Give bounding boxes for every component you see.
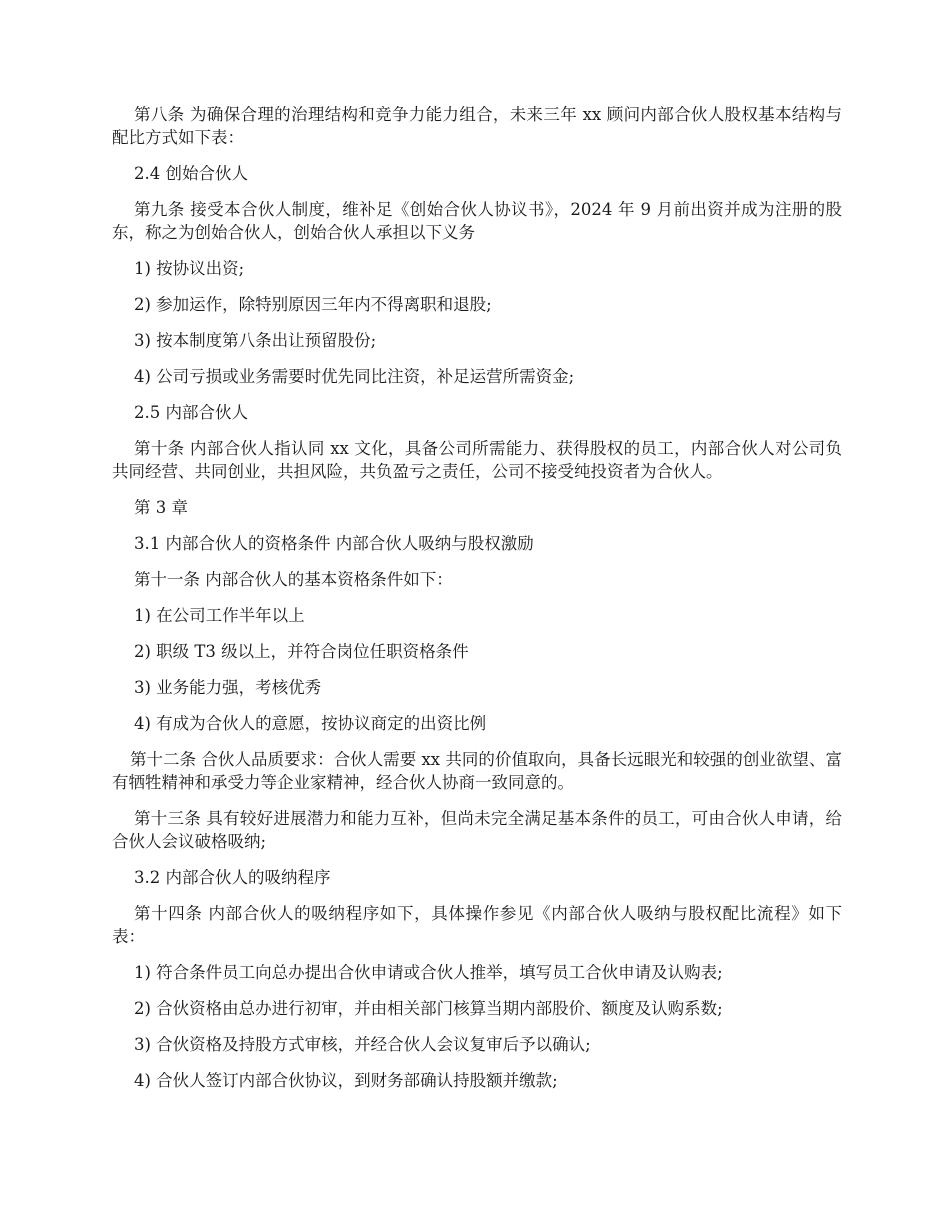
- list-item: 4) 公司亏损或业务需要时优先同比注资，补足运营所需资金;: [134, 367, 575, 386]
- list-item: 3) 业务能力强，考核优秀: [134, 678, 322, 697]
- chapter-heading-3: 第 3 章: [134, 498, 188, 517]
- paragraph-article-14: 第十四条 内部合伙人的吸纳程序如下，具体操作参见《内部合伙人吸纳与股权配比流程》如下表：: [112, 904, 842, 946]
- section-heading-3-1: 3.1 内部合伙人的资格条件 内部合伙人吸纳与股权激励: [134, 534, 534, 553]
- paragraph-article-10: 第十条 内部合伙人指认同 xx 文化，具备公司所需能力、获得股权的员工，内部合伙人对公司负共同经营、共同创业，共担风险，共负盈亏之责任，公司不接受纯投资者为合伙人。: [112, 439, 842, 481]
- list-item: 2) 参加运作，除特别原因三年内不得离职和退股;: [134, 295, 492, 314]
- list-item: 2) 职级 T3 级以上，并符合岗位任职资格条件: [134, 642, 469, 661]
- list-item: 1) 在公司工作半年以上: [134, 606, 305, 625]
- list-item: 4) 合伙人签订内部合伙协议，到财务部确认持股额并缴款;: [134, 1071, 558, 1090]
- paragraph-article-11: 第十一条 内部合伙人的基本资格条件如下：: [134, 570, 453, 589]
- section-heading-3-2: 3.2 内部合伙人的吸纳程序: [134, 868, 331, 887]
- paragraph-article-8: 第八条 为确保合理的治理结构和竞争力能力组合，未来三年 xx 顾问内部合伙人股权基本结构与配比方式如下表：: [112, 105, 842, 147]
- list-item: 1) 按协议出资;: [134, 259, 245, 278]
- paragraph-article-9: 第九条 接受本合伙人制度，维补足《创始合伙人协议书》，2024 年 9 月前出资并成为注册的股东，称之为创始合伙人，创始合伙人承担以下义务: [112, 200, 842, 242]
- section-heading-2-4: 2.4 创始合伙人: [134, 164, 248, 183]
- list-item: 3) 合伙资格及持股方式审核，并经合伙人会议复审后予以确认;: [134, 1035, 591, 1054]
- paragraph-article-12: 第十二条 合伙人品质要求：合伙人需要 xx 共同的价值取向，具备长远眼光和较强的创业欲望、富有牺牲精神和承受力等企业家精神，经合伙人协商一致同意的。: [112, 750, 842, 792]
- list-item: 1) 符合条件员工向总办提出合伙申请或合伙人推举，填写员工合伙申请及认购表;: [134, 963, 723, 982]
- list-item: 4) 有成为合伙人的意愿，按协议商定的出资比例: [134, 714, 487, 733]
- list-item: 2) 合伙资格由总办进行初审，并由相关部门核算当期内部股价、额度及认购系数;: [134, 999, 723, 1018]
- paragraph-article-13: 第十三条 具有较好进展潜力和能力互补，但尚未完全满足基本条件的员工，可由合伙人申请，给合伙人会议破格吸纳;: [112, 809, 842, 851]
- section-heading-2-5: 2.5 内部合伙人: [134, 403, 248, 422]
- list-item: 3) 按本制度第八条出让预留股份;: [134, 331, 377, 350]
- document-page: [112, 103, 842, 1105]
